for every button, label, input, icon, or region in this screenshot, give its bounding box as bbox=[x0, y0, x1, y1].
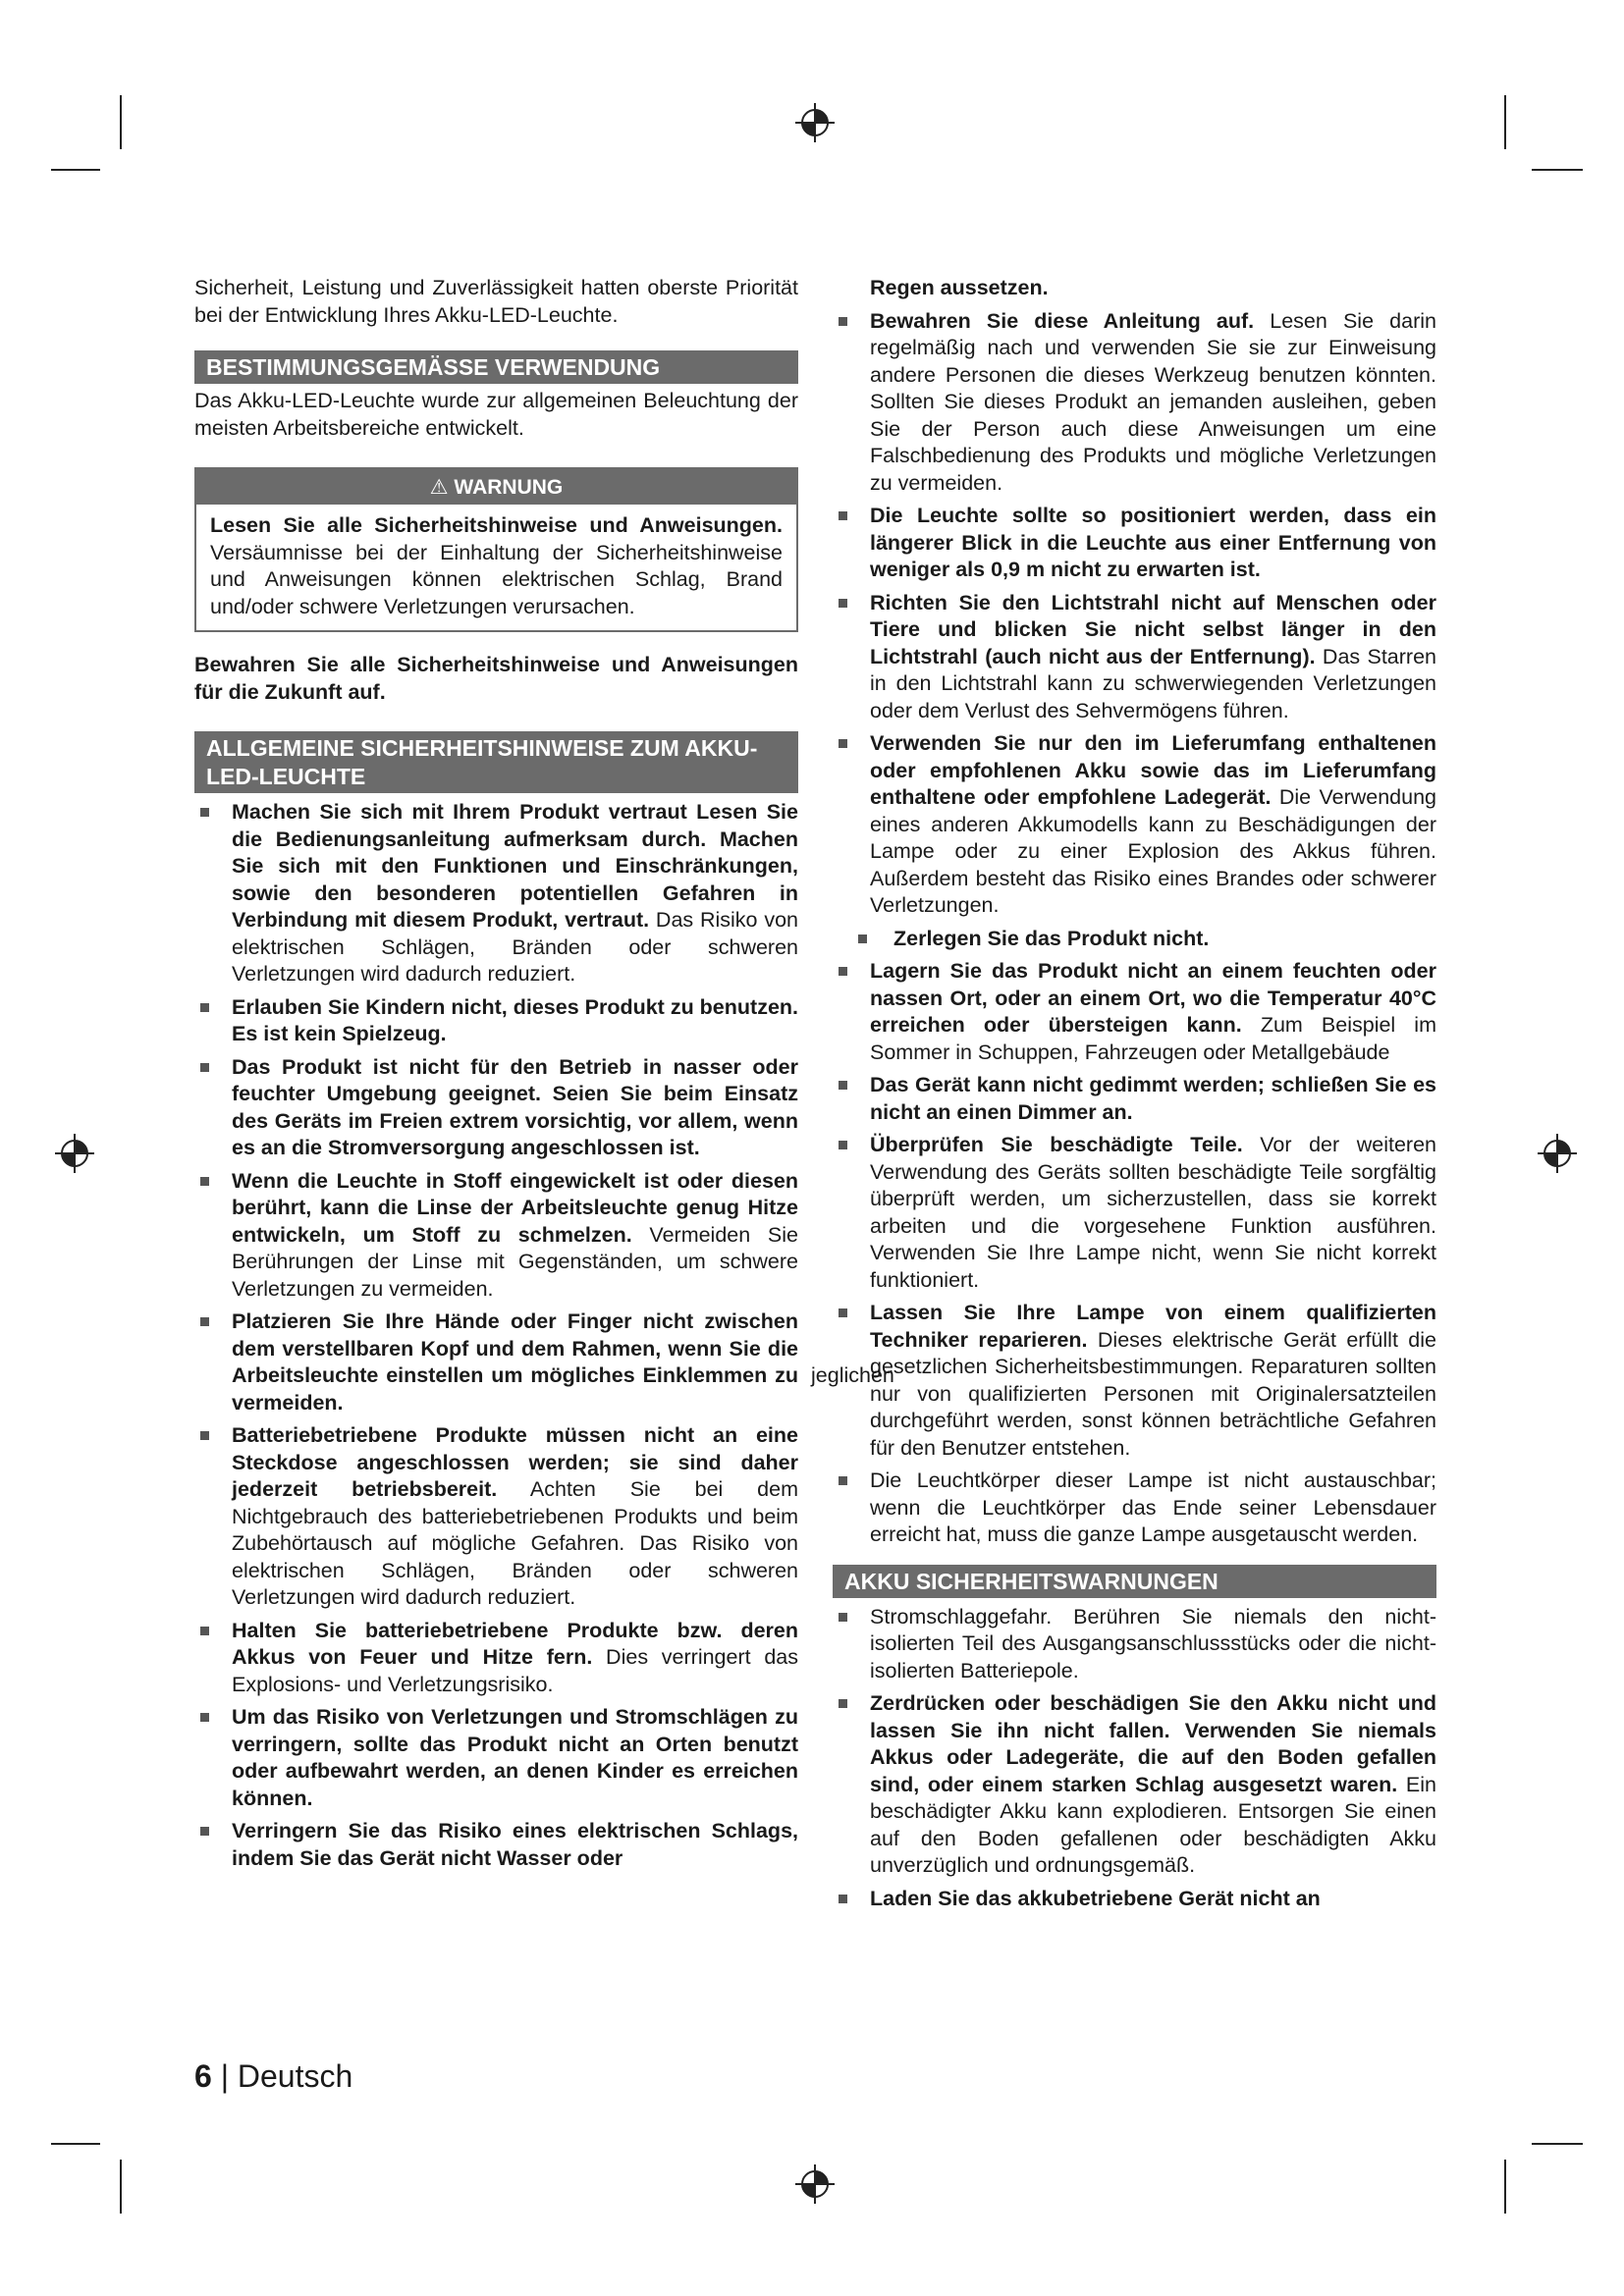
list-item: Laden Sie das akkubetriebene Gerät nicht an bbox=[833, 1886, 1436, 1913]
list-item: Das Produkt ist nicht für den Betrieb in nasser oder feuchter Umgebung geeignet. Seien Sie beim Einsatz des Geräts im Freien extrem vorsichtig, vor allem, wenn es an die Stromversorgung angeschlossen ist. bbox=[194, 1054, 798, 1162]
crop-mark-top-left-h bbox=[51, 169, 100, 171]
list-item: Wenn die Leuchte in Stoff eingewickelt ist oder diesen berührt, kann die Linse der Arbeitsleuchte genug Hitze entwickeln, um Stoff zu schmelzen. Vermeiden Sie Berührungen der Linse mit Gegenständen, um schwere Verletzungen zu vermeiden. bbox=[194, 1168, 798, 1304]
list-item: Lassen Sie Ihre Lampe von einem qualifizierten Techniker reparieren. Dieses elektrische Gerät erfüllt die gesetzlichen Sicherheitsbestimmungen. Reparaturen sollten nur von qualifizierten Personen mit Originalersatzteilen durchgeführt werden, sonst können beträchtliche Gefahren für den Benutzer entstehen. bbox=[833, 1300, 1436, 1462]
bullet-square-icon bbox=[839, 1699, 847, 1708]
warning-body bbox=[196, 505, 796, 630]
section-header-intended-use: BESTIMMUNGSGEMÄSSE VERWENDUNG bbox=[194, 350, 798, 384]
bullet-square-icon bbox=[839, 317, 847, 326]
warning-title: WARNUNG bbox=[454, 476, 564, 499]
stray-word: jeglichen bbox=[811, 1363, 894, 1387]
list-item: Halten Sie batteriebetriebene Produkte bzw. deren Akkus von Feuer und Hitze fern. Dies verringert das Explosions- und Verletzungsrisiko. bbox=[194, 1618, 798, 1699]
warning-text: Versäumnisse bei der Einhaltung der Sicherheitshinweise und Anweisungen können elektrischen Schlag, Brand und/oder schwere Verletzungen verursachen. bbox=[210, 540, 783, 618]
bullet-square-icon bbox=[839, 967, 847, 976]
registration-mark-left-icon bbox=[55, 1134, 94, 1173]
section-header-general-safety: ALLGEMEINE SICHERHEITSHINWEISE ZUM AKKU-LED-LEUCHTE bbox=[194, 731, 798, 793]
bullet-square-icon bbox=[839, 511, 847, 520]
crop-mark-bottom-left-h bbox=[51, 2143, 100, 2145]
list-item: Machen Sie sich mit Ihrem Produkt vertraut Lesen Sie die Bedienungsanleitung aufmerksam durch. Machen Sie sich mit den Funktionen und Einschränkungen, sowie den besonderen potentiellen Gefahren in Verbindung mit diesem Produkt, vertraut. Das Risiko von elektrischen Schlägen, Bränden oder schweren Verletzungen wird dadurch reduziert. bbox=[194, 799, 798, 988]
list-item: Erlauben Sie Kindern nicht, dieses Produkt zu benutzen. Es ist kein Spielzeug. bbox=[194, 994, 798, 1048]
bullet-square-icon bbox=[839, 1081, 847, 1090]
crop-mark-top-right-v bbox=[1504, 95, 1506, 149]
bullet-square-icon bbox=[200, 1627, 209, 1635]
list-item: Überprüfen Sie beschädigte Teile. Vor der weiteren Verwendung des Geräts sollten beschädigte Teile sorgfältig überprüft werden, um sicherzustellen, dass sie korrekt arbeiten und die vorgesehene Funktion ausführen. Verwenden Sie Ihre Lampe nicht, wenn Sie nicht korrekt funktioniert. bbox=[833, 1132, 1436, 1294]
intended-use-paragraph: Das Akku-LED-Leuchte wurde zur allgemeinen Beleuchtung der meisten Arbeitsbereiche entwickelt. bbox=[194, 389, 798, 440]
bullet-square-icon bbox=[839, 1476, 847, 1485]
footer-separator: | bbox=[211, 2058, 238, 2094]
list-item: Die Leuchtkörper dieser Lampe ist nicht austauschbar; wenn die Leuchtkörper das Ende seiner Lebensdauer erreicht hat, muss die ganze Lampe ausgetauscht werden. bbox=[833, 1468, 1436, 1549]
warning-box bbox=[194, 467, 798, 632]
list-item: Lagern Sie das Produkt nicht an einem feuchten oder nassen Ort, oder an einem Ort, wo die Temperatur 40°C erreichen oder übersteigen kann. Zum Beispiel im Sommer in Schuppen, Fahrzeugen oder Metallgebäude bbox=[833, 958, 1436, 1066]
bullet-square-icon bbox=[839, 599, 847, 608]
bullet-square-icon bbox=[858, 934, 867, 943]
list-item: Verringern Sie das Risiko eines elektrischen Schlags, indem Sie das Gerät nicht Wasser oder bbox=[194, 1818, 798, 1872]
list-item: Um das Risiko von Verletzungen und Stromschlägen zu verringern, sollte das Produkt nicht an Orten benutzt oder aufbewahrt werden, an denen Kinder es erreichen können. bbox=[194, 1704, 798, 1812]
warning-bold-text: Lesen Sie alle Sicherheitshinweise und Anweisungen. bbox=[210, 513, 783, 537]
left-column bbox=[194, 275, 798, 1878]
page-number: 6 bbox=[194, 2058, 212, 2094]
list-item: Zerdrücken oder beschädigen Sie den Akku nicht und lassen Sie ihn nicht fallen. Verwenden Sie niemals Akkus oder Ladegeräte, die auf den Boden gefallen sind, oder einem starken Schlag ausgesetzt waren. Ein beschädigter Akku kann explodieren. Entsorgen Sie einen auf den Boden gefallenen oder beschädigten Akku unverzüglich und ordnungsgemäß. bbox=[833, 1690, 1436, 1880]
section-header-battery-safety: AKKU SICHERHEITSWARNUNGEN bbox=[833, 1565, 1436, 1598]
list-item: Das Gerät kann nicht gedimmt werden; schließen Sie es nicht an einen Dimmer an. bbox=[833, 1072, 1436, 1126]
crop-mark-bottom-right-h bbox=[1532, 2143, 1583, 2145]
crop-mark-top-right-h bbox=[1532, 169, 1583, 171]
right-column bbox=[833, 275, 1436, 1918]
bullet-square-icon bbox=[839, 1895, 847, 1903]
warning-header bbox=[196, 469, 796, 505]
battery-safety-list bbox=[833, 1604, 1436, 1913]
crop-mark-top-left-v bbox=[120, 95, 122, 149]
general-safety-list bbox=[194, 799, 798, 1872]
registration-mark-bottom-icon bbox=[795, 2164, 835, 2204]
page-footer bbox=[194, 2056, 352, 2096]
crop-mark-bottom-left-v bbox=[120, 2160, 122, 2214]
bullet-square-icon bbox=[200, 1317, 209, 1326]
list-item: Platzieren Sie Ihre Hände oder Finger nicht zwischen dem verstellbaren Kopf und dem Rahmen, wenn Sie die Arbeitsleuchte einstellen um mögliches Einklemmen zu vermeiden. bbox=[194, 1308, 798, 1416]
bullet-square-icon bbox=[200, 1063, 209, 1072]
list-item: Zerlegen Sie das Produkt nicht. bbox=[833, 926, 1436, 953]
bullet-square-icon bbox=[200, 1177, 209, 1186]
crop-mark-bottom-right-v bbox=[1504, 2160, 1506, 2214]
bullet-square-icon bbox=[839, 739, 847, 748]
bullet-square-icon bbox=[839, 1308, 847, 1317]
list-item: Verwenden Sie nur den im Lieferumfang enthaltenen oder empfohlenen Akku sowie das im Lieferumfang enthaltene oder empfohlene Ladegerät. Die Verwendung eines anderen Akkumodells kann zu Beschädigungen der Lampe oder zu einer Explosion des Akkus führen. Außerdem besteht das Risiko eines Brandes oder schwerer Verletzungen. bbox=[833, 730, 1436, 920]
list-item: Batteriebetriebene Produkte müssen nicht an eine Steckdose angeschlossen werden; sie sind daher jederzeit betriebsbereit. Achten Sie bei dem Nichtgebrauch des batteriebetriebenen Produkts und beim Zubehörtausch auf mögliche Gefahren. Das Risiko von elektrischen Schlägen, Bränden oder schweren Verletzungen wird dadurch reduziert. bbox=[194, 1422, 798, 1612]
registration-mark-top-icon bbox=[795, 103, 835, 142]
list-item: Die Leuchte sollte so positioniert werden, dass ein längerer Blick in die Leuchte aus einer Entfernung von weniger als 0,9 m nicht zu erwarten ist. bbox=[833, 503, 1436, 584]
intro-paragraph: Sicherheit, Leistung und Zuverlässigkeit hatten oberste Priorität bei der Entwicklung Ihres Akku-LED-Leuchte. bbox=[194, 276, 798, 327]
keep-instructions-notice: Bewahren Sie alle Sicherheitshinweise und Anweisungen für die Zukunft auf. bbox=[194, 653, 798, 704]
bullet-square-icon bbox=[200, 1431, 209, 1440]
list-item: Stromschlaggefahr. Berühren Sie niemals den nicht-isolierten Teil des Ausgangsanschlussstücks oder die nicht-isolierten Batteriepole. bbox=[833, 1604, 1436, 1685]
bullet-square-icon bbox=[200, 1003, 209, 1012]
bullet-square-icon bbox=[200, 1713, 209, 1722]
continuation-text: Regen aussetzen. bbox=[870, 276, 1049, 299]
footer-language: Deutsch bbox=[237, 2058, 353, 2094]
bullet-square-icon bbox=[839, 1613, 847, 1622]
registration-mark-right-icon bbox=[1538, 1134, 1577, 1173]
right-safety-list bbox=[833, 308, 1436, 1549]
list-item: Richten Sie den Lichtstrahl nicht auf Menschen oder Tiere und blicken Sie nicht selbst länger in den Lichtstrahl (auch nicht aus der Entfernung). Das Starren in den Lichtstrahl kann zu schwerwiegenden Verletzungen oder dem Verlust des Sehvermögens führen. bbox=[833, 590, 1436, 725]
bullet-square-icon bbox=[839, 1141, 847, 1149]
list-item: Bewahren Sie diese Anleitung auf. Lesen Sie darin regelmäßig nach und verwenden Sie sie zur Einweisung andere Personen die dieses Werkzeug benutzen könnten. Sollten Sie dieses Produkt an jemanden ausleihen, geben Sie der Person auch diese Anweisungen um eine Falschbedienung des Produkts und mögliche Verletzungen zu vermeiden. bbox=[833, 308, 1436, 498]
warning-triangle-icon: ⚠ bbox=[429, 476, 449, 499]
bullet-square-icon bbox=[200, 1827, 209, 1836]
bullet-square-icon bbox=[200, 808, 209, 817]
